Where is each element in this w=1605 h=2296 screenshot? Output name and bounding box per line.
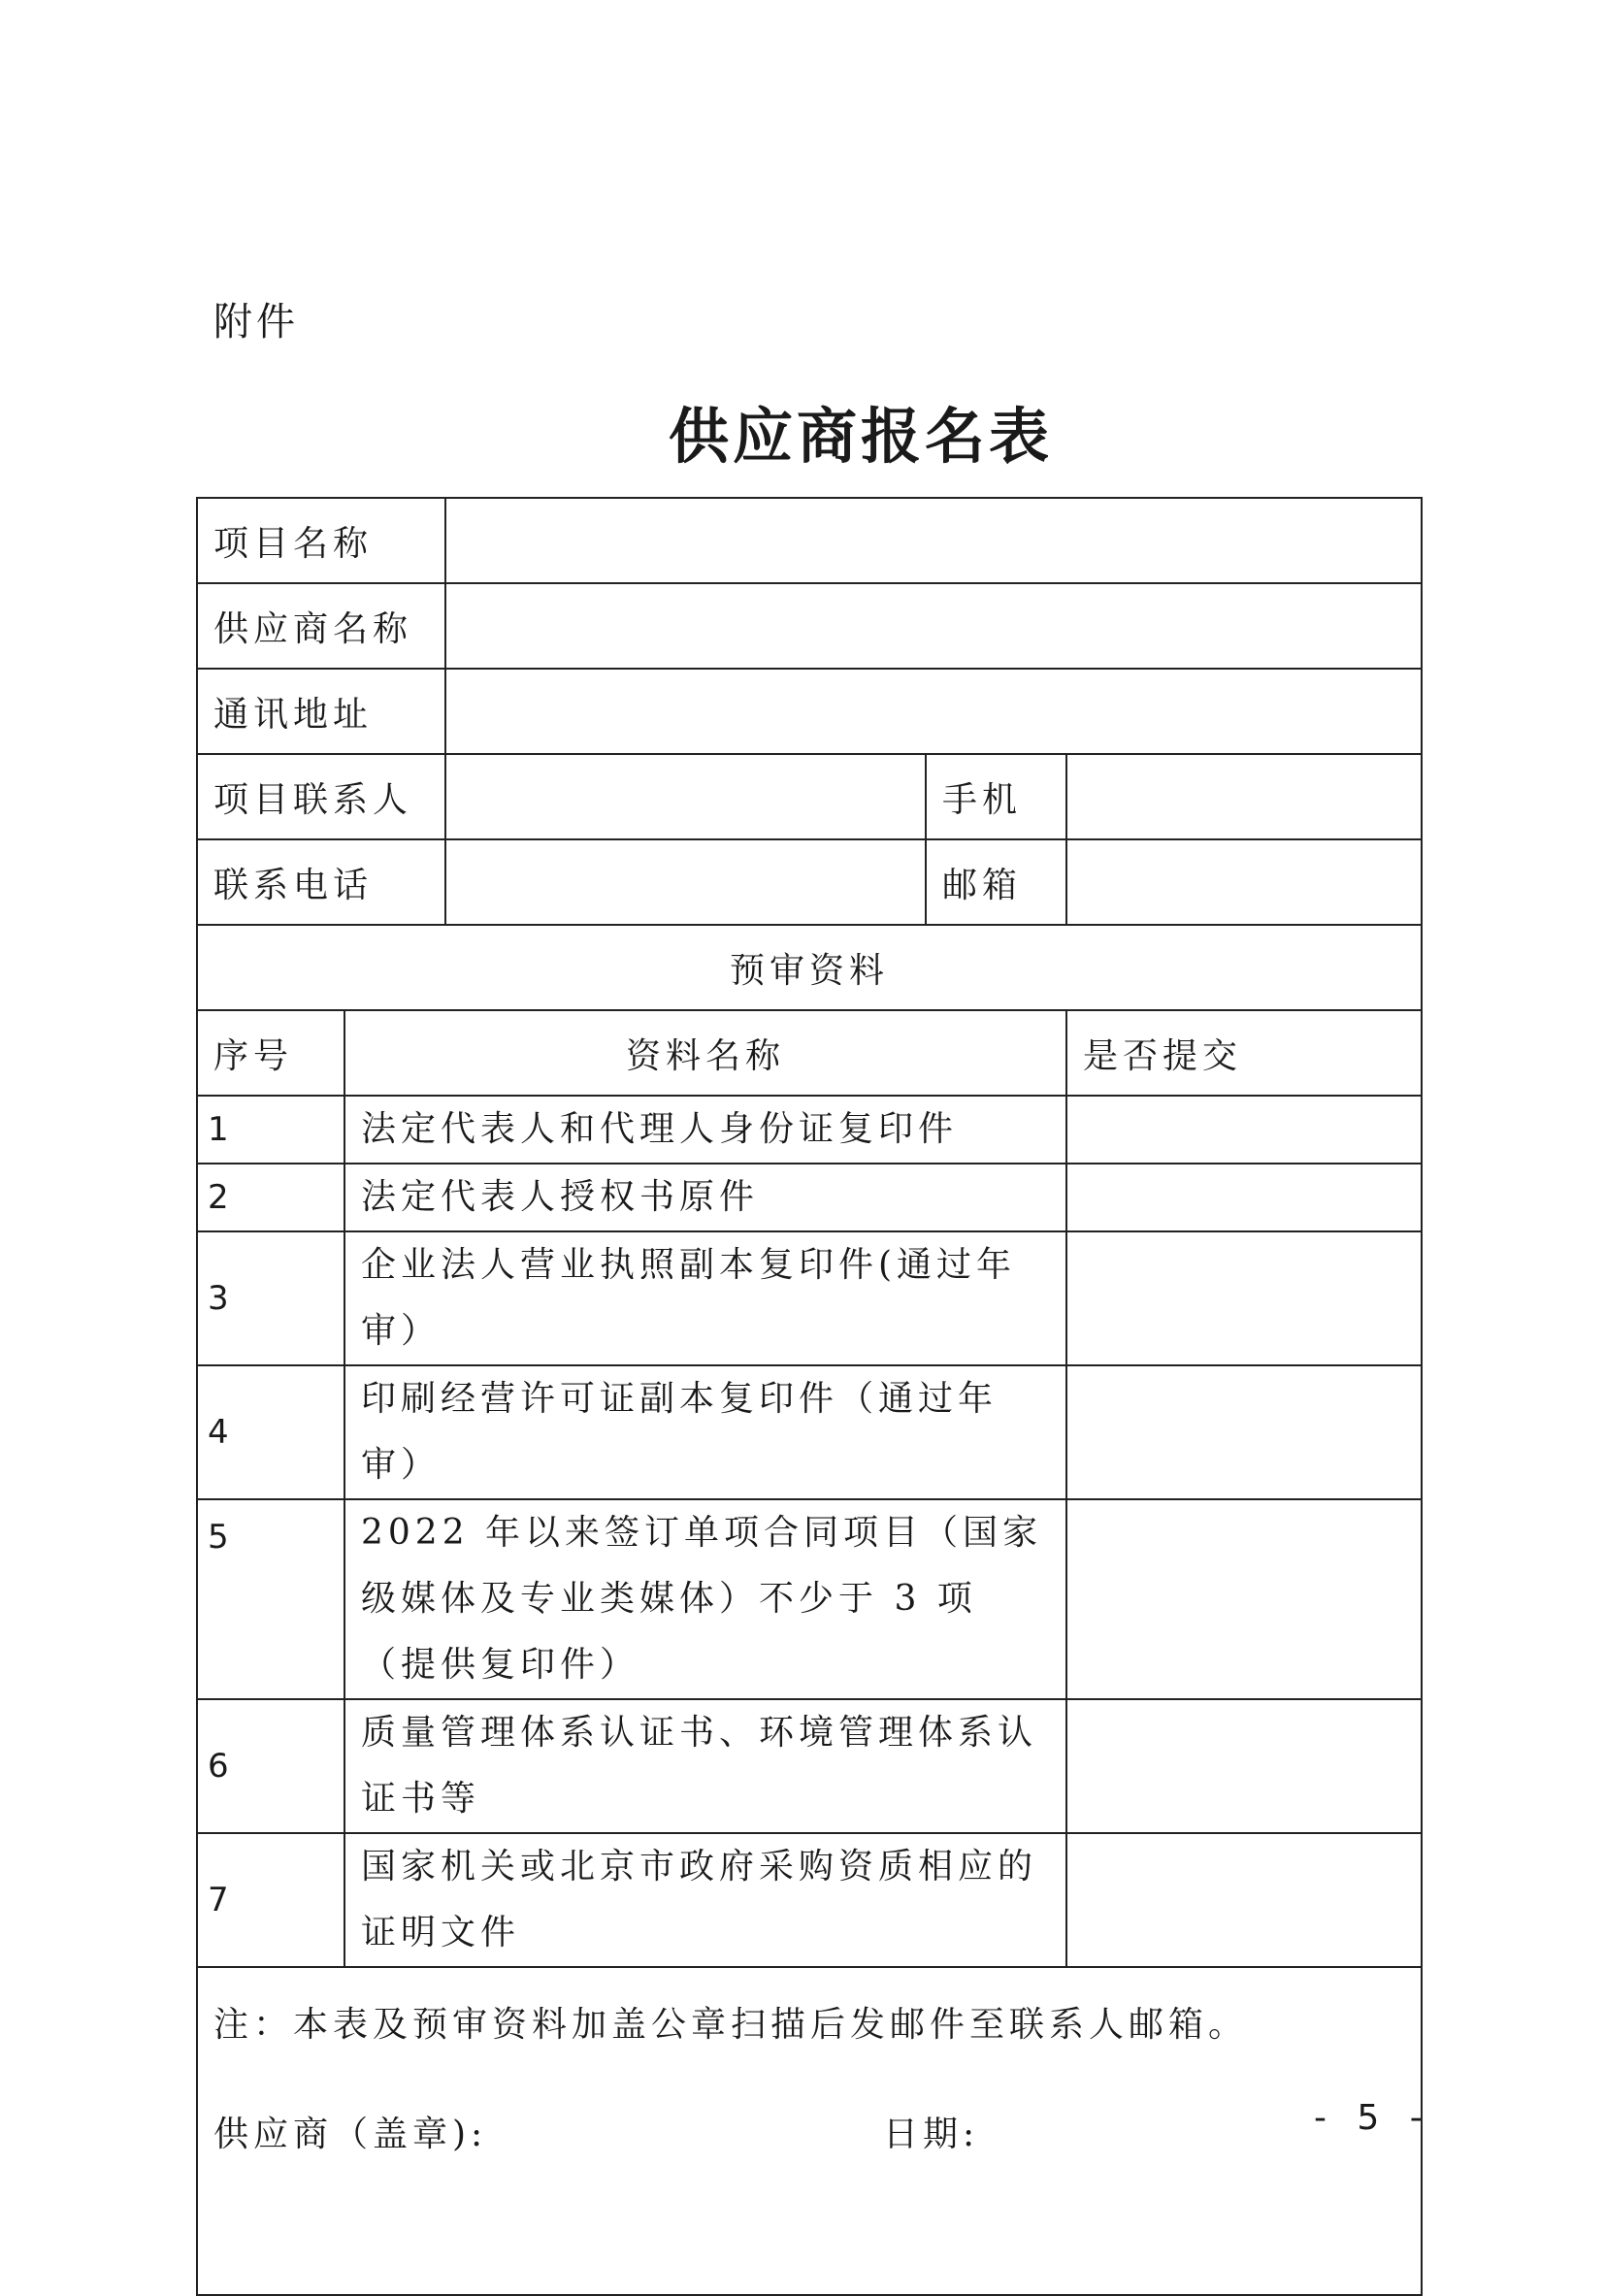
prequalification-section-row [197, 925, 1422, 1010]
table-row [197, 1231, 1422, 1365]
materials-header-row [197, 1010, 1422, 1096]
mobile-field[interactable] [1066, 754, 1422, 839]
column-header-submitted: 是否提交 [1066, 1010, 1422, 1096]
phone-field[interactable] [445, 839, 926, 925]
item-submitted-field[interactable] [1066, 1699, 1422, 1833]
supplier-name-row [197, 583, 1422, 669]
phone-label: 联系电话 [197, 839, 445, 925]
item-number: 3 [197, 1231, 344, 1365]
item-number: 1 [197, 1096, 344, 1164]
contact-person-label: 项目联系人 [197, 754, 445, 839]
email-field[interactable] [1066, 839, 1422, 925]
item-name: 法定代表人授权书原件 [344, 1164, 1066, 1231]
item-submitted-field[interactable] [1066, 1231, 1422, 1365]
mobile-label: 手机 [926, 754, 1066, 839]
contact-person-field[interactable] [445, 754, 926, 839]
item-submitted-field[interactable] [1066, 1365, 1422, 1499]
item-name: 质量管理体系认证书、环境管理体系认证书等 [344, 1699, 1066, 1833]
footnote: 注：本表及预审资料加盖公章扫描后发邮件至联系人邮箱。 [213, 2005, 1249, 2045]
item-submitted-field[interactable] [1066, 1499, 1422, 1699]
project-name-label: 项目名称 [197, 498, 445, 583]
attachment-label: 附件 [213, 300, 299, 344]
table-row [197, 1164, 1422, 1231]
item-number: 2 [197, 1164, 344, 1231]
supplier-seal-label: 供应商（盖章): [213, 2115, 488, 2154]
item-name: 印刷经营许可证副本复印件（通过年审） [344, 1365, 1066, 1499]
supplier-name-field[interactable] [445, 583, 1422, 669]
address-label: 通讯地址 [197, 669, 445, 754]
table-row [197, 1365, 1422, 1499]
item-name: 2022 年以来签订单项合同项目（国家级媒体及专业类媒体）不少于 3 项（提供复印件） [344, 1499, 1066, 1699]
column-header-name: 资料名称 [344, 1010, 1066, 1096]
project-name-field[interactable] [445, 498, 1422, 583]
item-name: 国家机关或北京市政府采购资质相应的证明文件 [344, 1833, 1066, 1967]
item-number: 7 [197, 1833, 344, 1967]
table-row [197, 1499, 1422, 1699]
phone-row [197, 839, 1422, 925]
email-label: 邮箱 [926, 839, 1066, 925]
page-number: - 5 - [1314, 2098, 1432, 2138]
column-header-index: 序号 [197, 1010, 344, 1096]
item-submitted-field[interactable] [1066, 1096, 1422, 1164]
form-title: 供应商报名表 [668, 401, 1053, 472]
item-name: 企业法人营业执照副本复印件(通过年审） [344, 1231, 1066, 1365]
item-number: 4 [197, 1365, 344, 1499]
project-name-row [197, 498, 1422, 583]
item-submitted-field[interactable] [1066, 1833, 1422, 1967]
address-row [197, 669, 1422, 754]
item-number: 5 [197, 1499, 344, 1699]
item-number: 6 [197, 1699, 344, 1833]
contact-person-row [197, 754, 1422, 839]
table-row [197, 1096, 1422, 1164]
table-row [197, 1699, 1422, 1833]
table-row [197, 1833, 1422, 1967]
section-title: 预审资料 [197, 925, 1422, 1010]
date-label: 日期: [883, 2115, 980, 2154]
item-name: 法定代表人和代理人身份证复印件 [344, 1096, 1066, 1164]
address-field[interactable] [445, 669, 1422, 754]
item-submitted-field[interactable] [1066, 1164, 1422, 1231]
supplier-name-label: 供应商名称 [197, 583, 445, 669]
